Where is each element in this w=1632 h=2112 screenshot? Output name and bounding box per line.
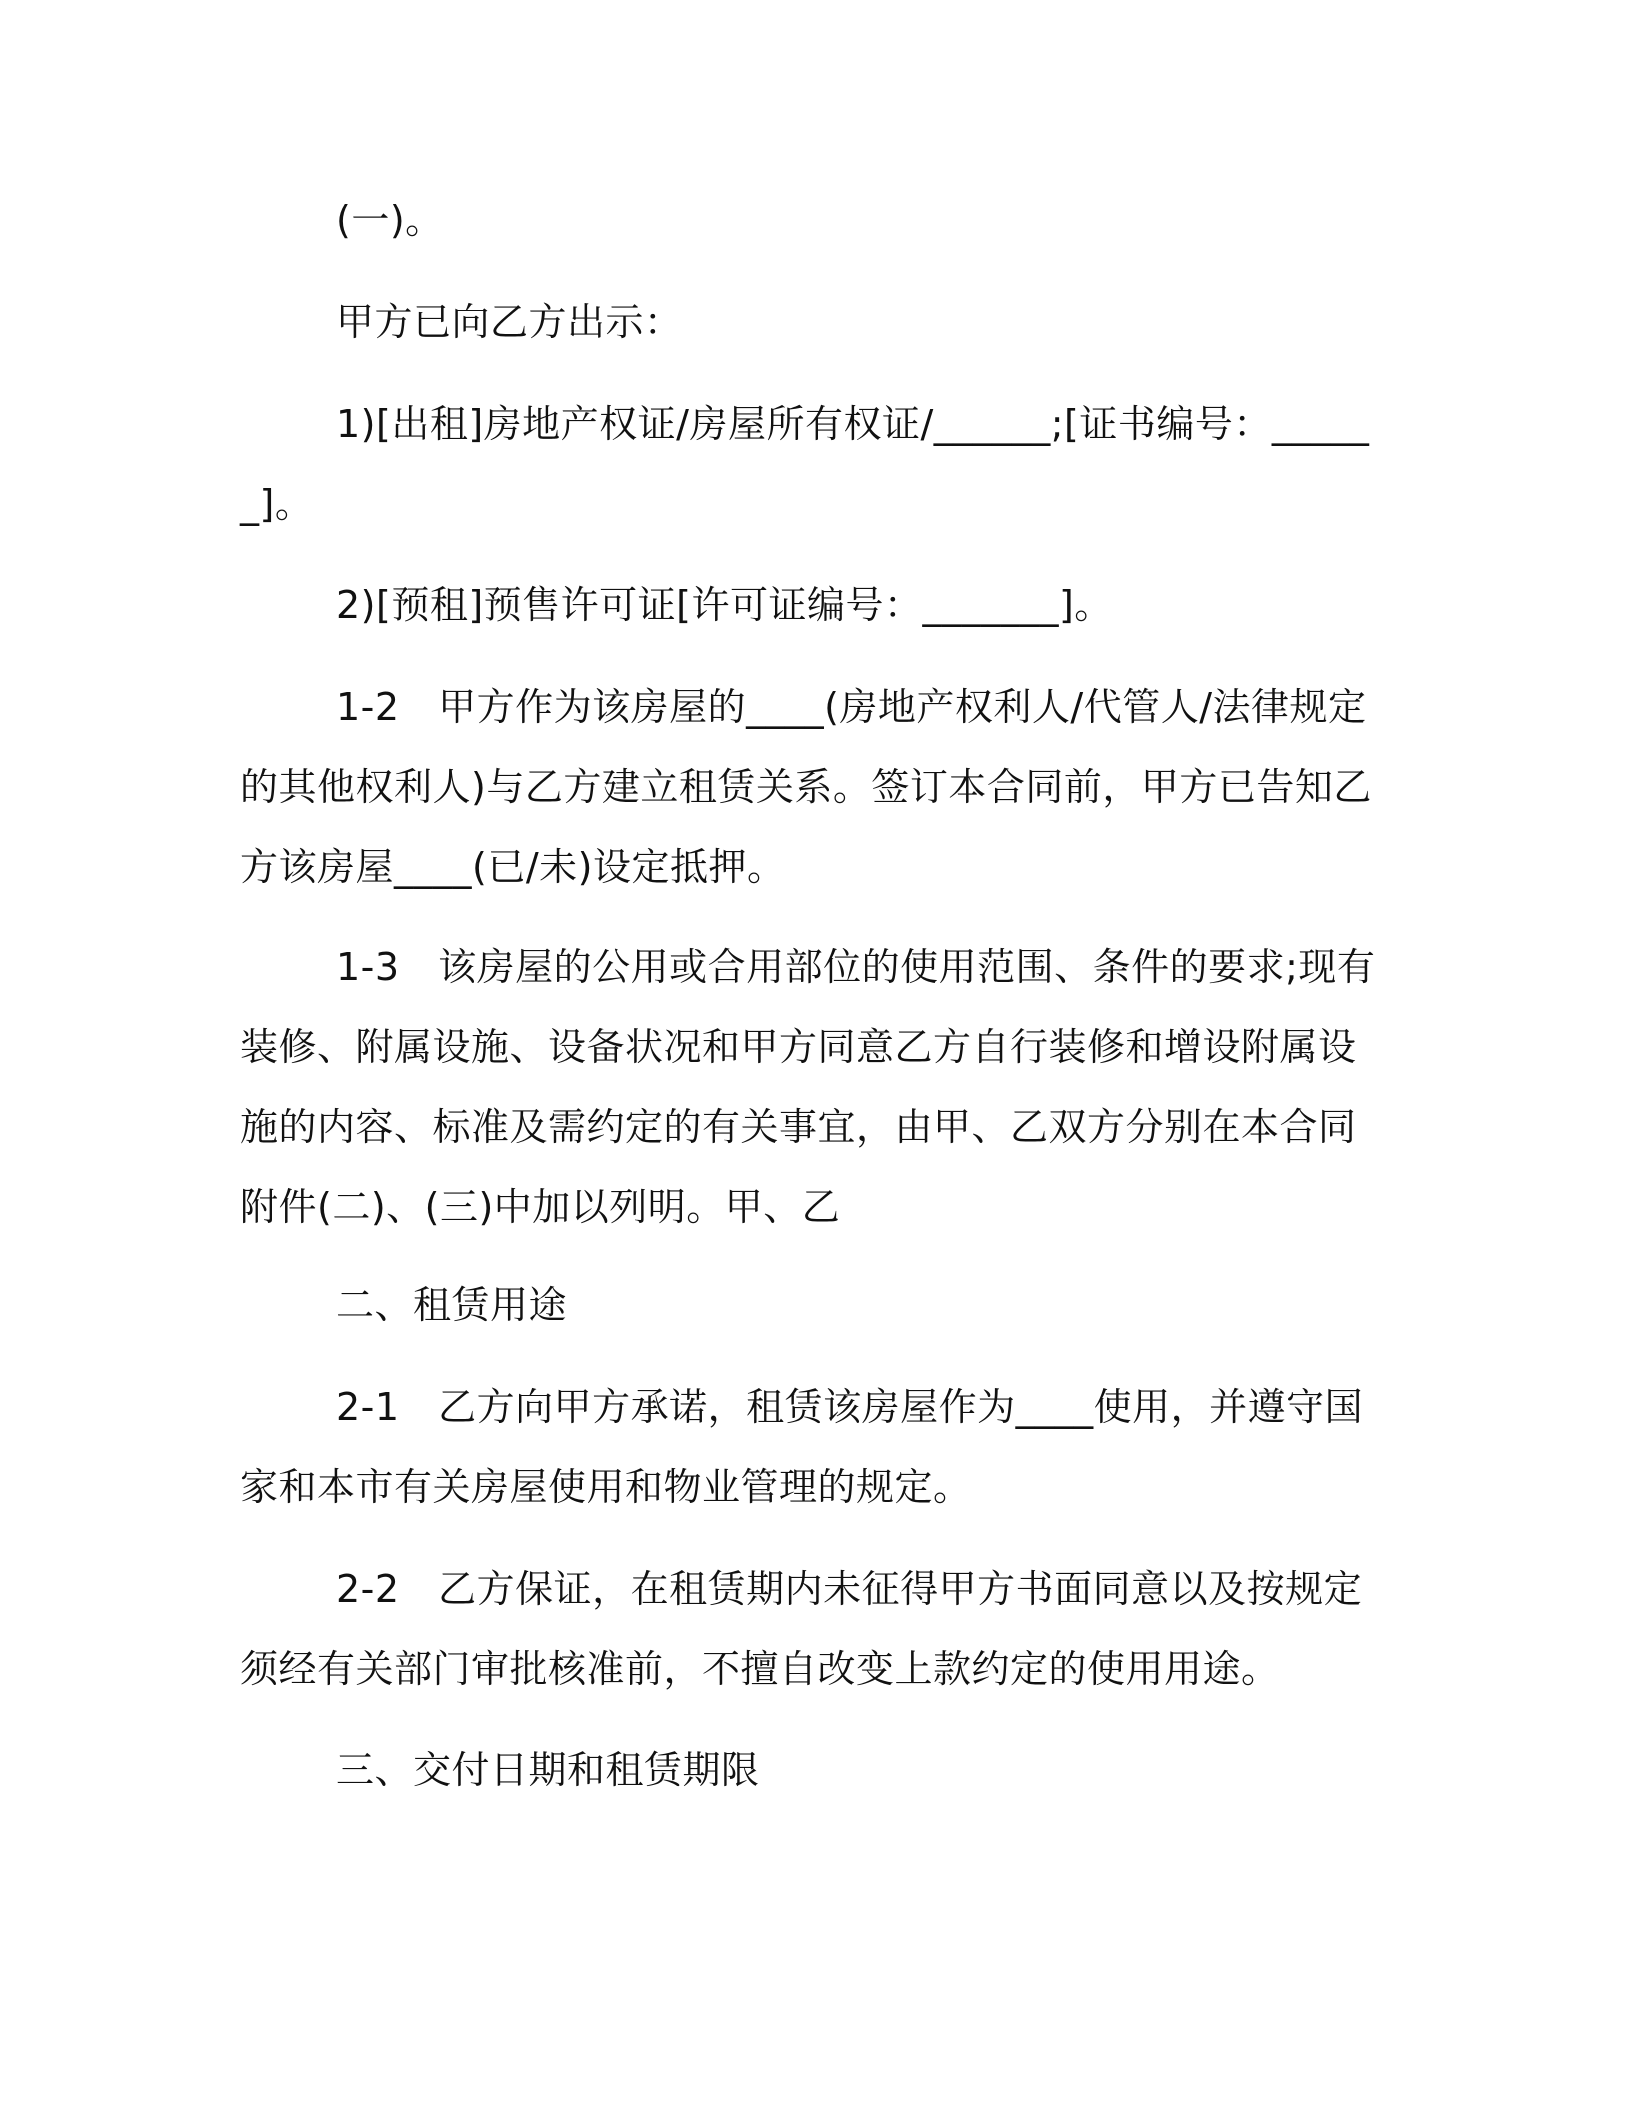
clause-2-1: 2-1 乙方向甲方承诺，租赁该房屋作为____使用，并遵守国家和本市有关房屋使用和物业管理的规定。 xyxy=(240,1385,1364,1509)
paragraph-annex-ref: (一)。 xyxy=(336,198,444,242)
clause-2-2: 2-2 乙方保证，在租赁期内未征得甲方书面同意以及按规定须经有关部门审批核准前，不擅自改变上款约定的使用用途。 xyxy=(240,1567,1363,1691)
clause-1-3: 1-3 该房屋的公用或合用部位的使用范围、条件的要求;现有装修、附属设施、设备状况和甲方同意乙方自行装修和增设附属设施的内容、标准及需约定的有关事宜，由甲、乙双方分别在本合同附件(二)、(三)中加以列明。甲、乙 xyxy=(240,945,1376,1229)
section-heading-delivery-term: 三、交付日期和租赁期限 xyxy=(336,1748,760,1792)
clause-1-2: 1-2 甲方作为该房屋的____(房地产权利人/代管人/法律规定的其他权利人)与乙方建立租赁关系。签订本合同前，甲方已告知乙方该房屋____(已/未)设定抵押。 xyxy=(240,685,1372,889)
section-heading-lease-purpose: 二、租赁用途 xyxy=(336,1283,568,1327)
paragraph-presale-permit: 2)[预租]预售许可证[许可证编号：_______]。 xyxy=(336,583,1113,627)
paragraph-shown-docs: 甲方已向乙方出示： xyxy=(336,300,683,344)
paragraph-ownership-cert: 1)[出租]房地产权证/房屋所有权证/______;[证书编号：______]。 xyxy=(240,402,1370,526)
